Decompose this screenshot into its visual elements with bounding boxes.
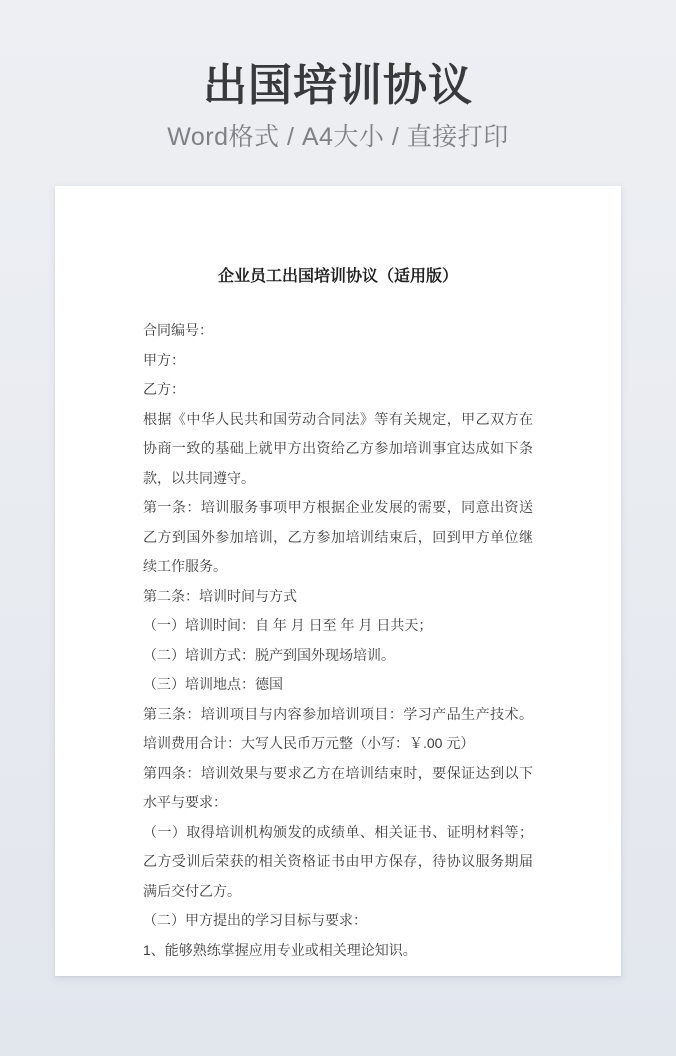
paragraph-article-2-item-1: （一）培训时间：自 年 月 日至 年 月 日共天； [143,617,433,633]
document-title: 企业员工出国培训协议（适用版） [217,268,458,285]
paragraph-article-4-item-1: （一）取得培训机构颁发的成绩单、相关证书、证明材料等；乙方受训后荣获的相关资格证书由甲方保存，待协议服务期届满后交付乙方。 [143,823,533,899]
paragraph-goal-1: 1、能够熟练掌握应用专业或相关理论知识。 [143,941,417,958]
paragraph-article-2: 第二条：培训时间与方式 [143,587,297,604]
paragraph-party-b: 乙方： [143,381,185,397]
paragraph-article-3: 第三条：培训项目与内容参加培训项目：学习产品生产技术。培训费用合计：大写人民币万元整（小写：￥.00 元） [143,705,533,751]
paragraph-article-4: 第四条：培训效果与要求乙方在培训结束时，要保证达到以下水平与要求： [143,764,533,810]
document-page [55,186,621,976]
document-body [143,316,533,965]
paragraph-article-2-item-3: （三）培训地点：德国 [143,676,283,692]
paragraph-party-a: 甲方： [143,351,185,368]
paragraph-article-2-item-2: （二）培训方式：脱产到国外现场培训。 [143,646,395,663]
preview-header [0,0,676,153]
page-subtitle: Word格式 / A4大小 / 直接打印 [167,123,509,151]
paragraph-contract-number: 合同编号： [143,322,213,338]
paragraph-preamble: 根据《中华人民共和国劳动合同法》等有关规定，甲乙双方在协商一致的基础上就甲方出资给乙方参加培训事宜达成如下条款，以共同遵守。 [143,410,533,486]
paragraph-article-1: 第一条：培训服务事项甲方根据企业发展的需要，同意出资送乙方到国外参加培训，乙方参加培训结束后，回到甲方单位继续工作服务。 [143,499,533,574]
page-title: 出国培训协议 [203,61,473,110]
paragraph-article-4-item-2: （二）甲方提出的学习目标与要求： [143,912,367,928]
